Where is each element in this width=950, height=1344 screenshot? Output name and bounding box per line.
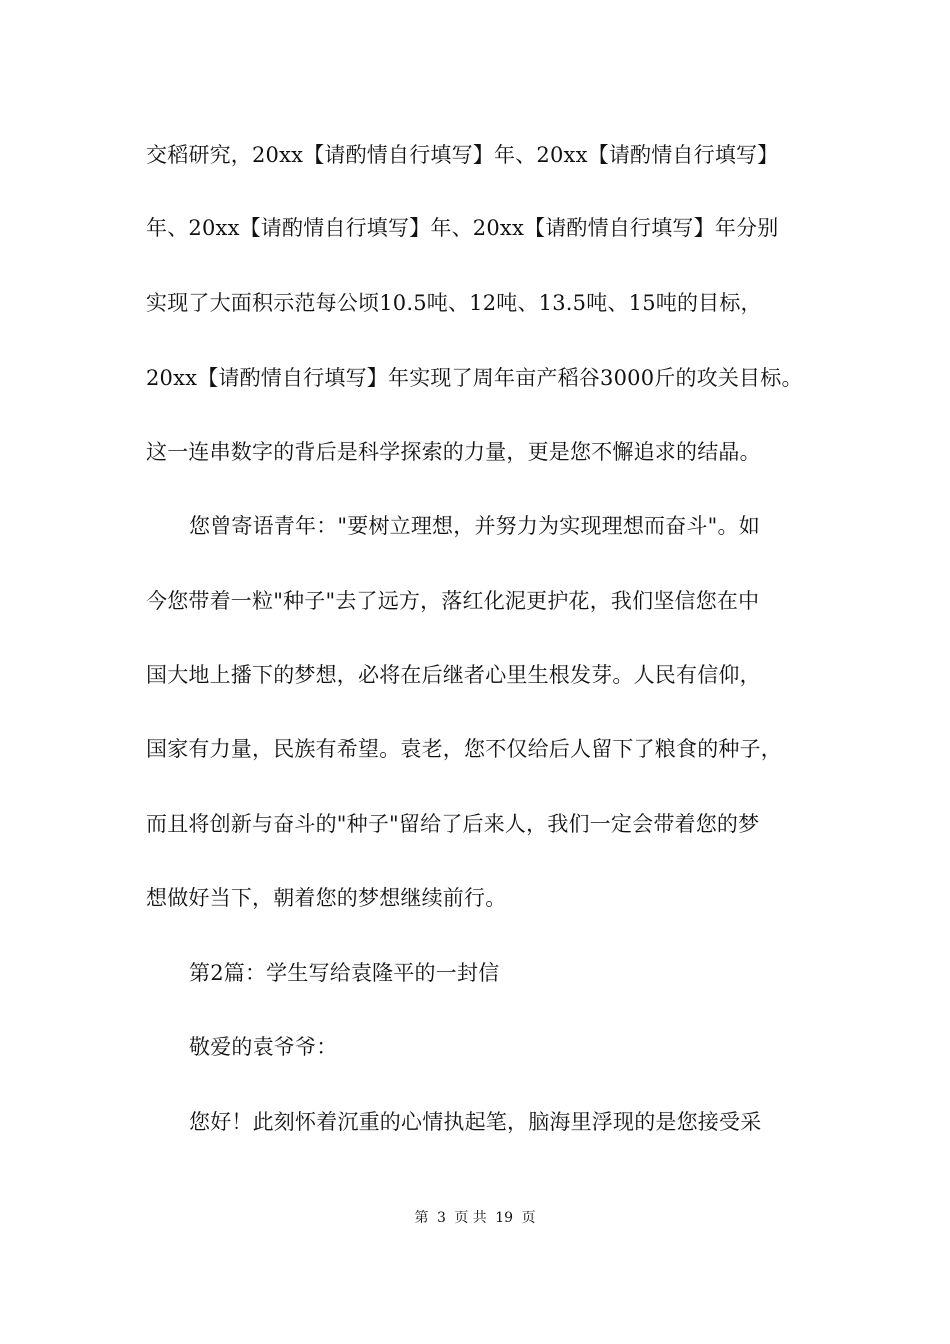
- letter-salutation: 敬爱的袁爷爷：: [189, 1035, 338, 1059]
- body-text-line: 而且将创新与奋斗的"种子"留给了后来人，我们一定会带着您的梦: [146, 812, 760, 836]
- section-heading: 第2篇：学生写给袁隆平的一封信: [189, 961, 500, 985]
- body-text-line: 今您带着一粒"种子"去了远方，落红化泥更护花，我们坚信您在中: [146, 589, 760, 613]
- footer-prefix: 第: [414, 1210, 429, 1226]
- body-text-line: 国大地上播下的梦想，必将在后继者心里生根发芽。人民有信仰，: [146, 663, 761, 687]
- body-text-line: 20xx【请酌情自行填写】年实现了周年亩产稻谷3000斤的攻关目标。: [146, 366, 803, 390]
- body-text-line: 这一连串数字的背后是科学探索的力量，更是您不懈追求的结晶。: [146, 440, 761, 464]
- total-page-count: 19: [495, 1210, 514, 1226]
- paragraph-start-line: 您好！此刻怀着沉重的心情执起笔，脑海里浮现的是您接受采: [189, 1110, 762, 1134]
- page-footer: [0, 1208, 950, 1228]
- body-text-line: 想做好当下，朝着您的梦想继续前行。: [146, 886, 507, 910]
- footer-suffix: 页: [521, 1210, 536, 1226]
- body-text-line: 年、20xx【请酌情自行填写】年、20xx【请酌情自行填写】年分别: [146, 216, 779, 240]
- body-text-line: 交稻研究，20xx【请酌情自行填写】年、20xx【请酌情自行填写】: [146, 143, 779, 167]
- paragraph-start-line: 您曾寄语青年："要树立理想，并努力为实现理想而奋斗"。如: [189, 514, 760, 538]
- footer-middle: 页 共: [454, 1210, 487, 1226]
- body-text-line: 实现了大面积示范每公顷10.5吨、12吨、13.5吨、15吨的目标，: [146, 291, 762, 315]
- body-text-line: 国家有力量，民族有希望。袁老，您不仅给后人留下了粮食的种子，: [146, 737, 782, 761]
- current-page-number: 3: [436, 1210, 446, 1226]
